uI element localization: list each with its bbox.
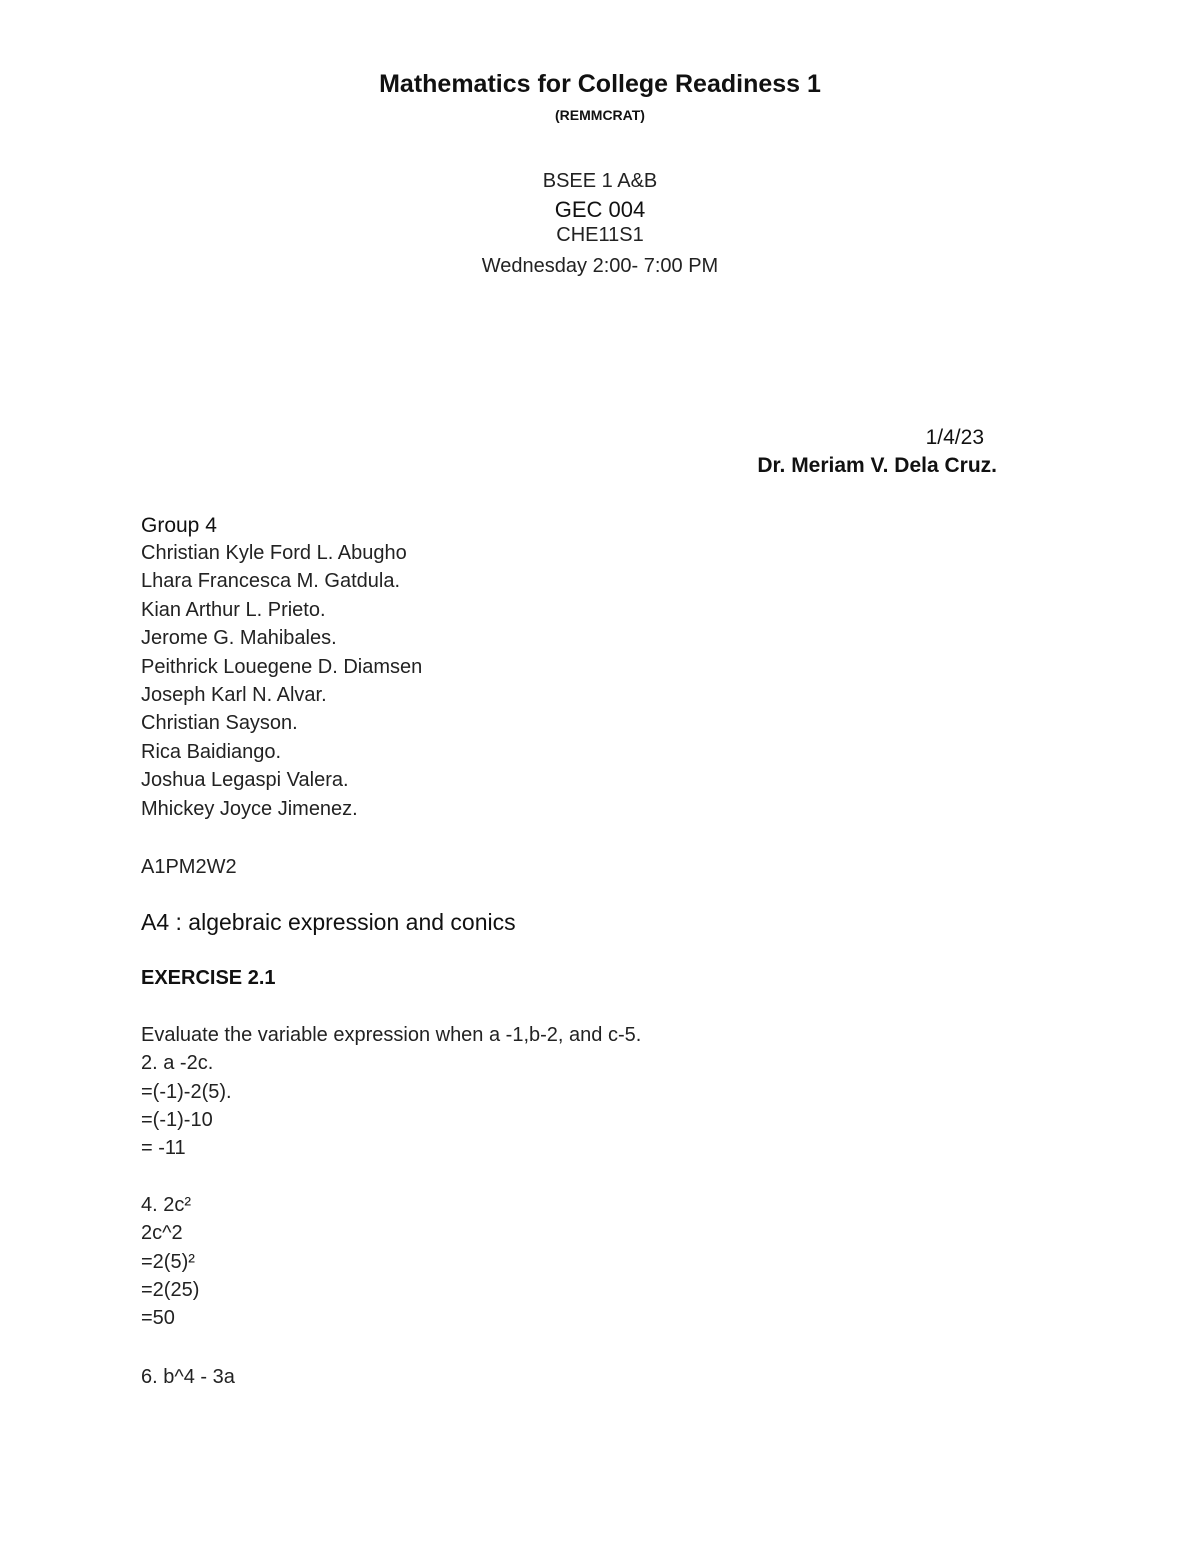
member-name: Rica Baidiango.: [141, 740, 282, 763]
room-label: CHE11S1: [556, 224, 644, 246]
solution-line: 2. a -2c.: [141, 1052, 214, 1075]
member-name: Peithrick Louegene D. Diamsen: [141, 655, 423, 678]
document-subtitle: (REMMCRAT): [555, 107, 645, 123]
topic-heading: A4 : algebraic expression and conics: [141, 909, 516, 935]
member-list: [141, 541, 422, 825]
member-name: Joshua Legaspi Valera.: [141, 769, 349, 792]
member-name: Christian Sayson.: [141, 712, 298, 735]
solution-line: =2(5)²: [141, 1250, 195, 1273]
exercise-instruction: Evaluate the variable expression when a -1,b-2, and c-5.: [141, 1024, 642, 1046]
solution-line: 2c^2: [141, 1222, 183, 1245]
member-name: Lhara Francesca M. Gatdula.: [141, 570, 401, 593]
exercise-title: EXERCISE 2.1: [141, 967, 276, 989]
group-title: Group 4: [141, 514, 217, 537]
instructor-name: Dr. Meriam V. Dela Cruz.: [757, 454, 997, 477]
problem-4-block: [141, 1193, 199, 1334]
section-label: BSEE 1 A&B: [542, 170, 658, 192]
problem-6-block: [141, 1365, 235, 1393]
member-name: Mhickey Joyce Jimenez.: [141, 797, 358, 820]
solution-line: =(-1)-2(5).: [141, 1080, 232, 1103]
solution-line: =(-1)-10: [141, 1108, 213, 1131]
member-name: Kian Arthur L. Prieto.: [141, 598, 326, 621]
solution-line: =50: [141, 1307, 175, 1330]
submission-date: 1/4/23: [925, 426, 984, 449]
solution-line: 4. 2c²: [141, 1194, 192, 1216]
member-name: Christian Kyle Ford L. Abugho: [141, 542, 407, 564]
solution-line: = -11: [141, 1137, 186, 1160]
solution-line: =2(25): [141, 1278, 200, 1301]
document-title: Mathematics for College Readiness 1: [379, 70, 821, 98]
solution-line: 6. b^4 - 3a: [141, 1366, 235, 1388]
problem-2-block: [141, 1023, 641, 1164]
member-name: Joseph Karl N. Alvar.: [141, 683, 327, 706]
activity-code: A1PM2W2: [141, 856, 237, 878]
course-code: GEC 004: [554, 197, 646, 222]
schedule-label: Wednesday 2:00- 7:00 PM: [481, 255, 719, 277]
member-name: Jerome G. Mahibales.: [141, 627, 337, 650]
